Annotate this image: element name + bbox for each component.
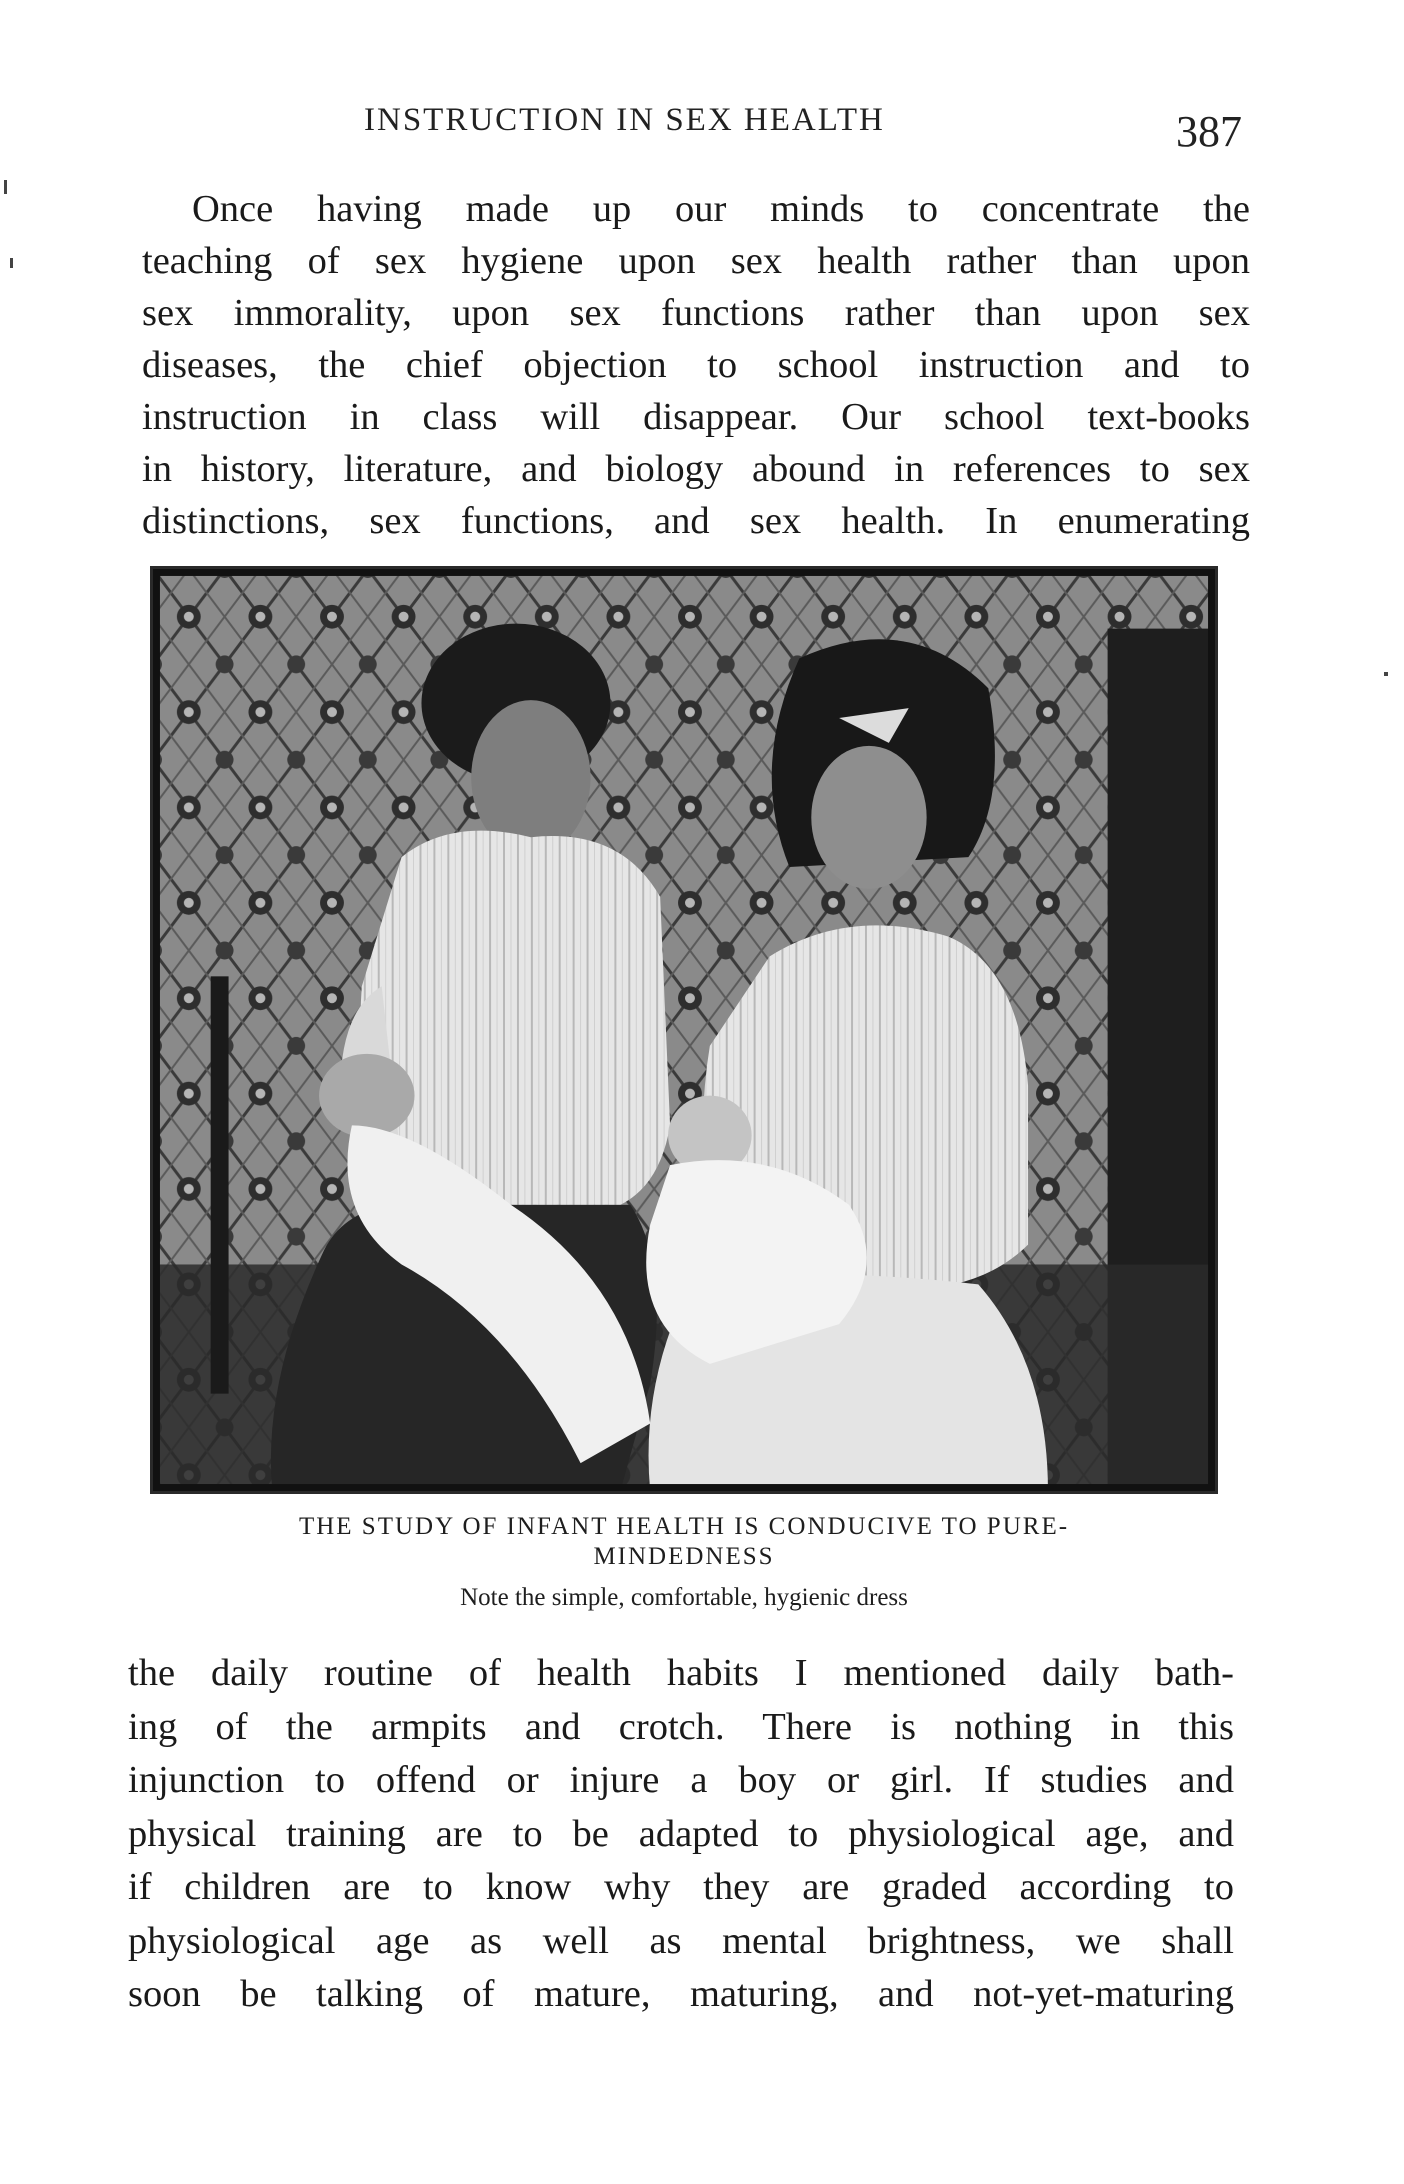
scan-mark xyxy=(1384,672,1388,676)
scan-mark xyxy=(10,258,13,268)
text-line: distinctions, sex functions, and sex health. In enumerating xyxy=(142,500,1250,542)
photograph-illustration xyxy=(153,569,1215,1491)
paragraph-bottom xyxy=(128,1647,1234,2022)
text-line: soon be talking of mature, maturing, and not-yet-maturing xyxy=(128,1973,1234,2015)
text-line: teaching of sex hygiene upon sex health rather than upon xyxy=(142,240,1250,282)
photograph-two-women-with-infants xyxy=(150,566,1218,1494)
text-line: the daily routine of health habits I mentioned daily bath- xyxy=(128,1652,1234,1694)
text-line: ing of the armpits and crotch. There is nothing in this xyxy=(128,1705,1234,1748)
text-line: in history, literature, and biology abound in references to sex xyxy=(142,448,1250,490)
text-line: diseases, the chief objection to school instruction and to xyxy=(142,344,1250,386)
text-line: physical training are to be adapted to physiological age, and xyxy=(128,1812,1234,1855)
text-line: Once having made up our minds to concentrate the xyxy=(192,188,1250,230)
figure-caption xyxy=(150,1512,1218,1572)
scan-mark xyxy=(4,180,7,194)
caption-line-2: MINDEDNESS xyxy=(593,1543,775,1570)
text-line: physiological age as well as mental brightness, we shall xyxy=(128,1919,1234,1962)
caption-line-1: THE STUDY OF INFANT HEALTH IS CONDUCIVE TO PURE- xyxy=(298,1513,1070,1540)
text-line: if children are to know why they are graded according to xyxy=(128,1866,1234,1908)
text-line: injunction to offend or injure a boy or girl. If studies and xyxy=(128,1759,1234,1801)
paragraph-top xyxy=(142,183,1250,547)
running-head: INSTRUCTION IN SEX HEALTH xyxy=(364,102,885,138)
figure-note: Note the simple, comfortable, hygienic dress xyxy=(460,1584,908,1611)
text-line: instruction in class will disappear. Our school text-books xyxy=(142,396,1250,438)
page-number: 387 xyxy=(1176,107,1242,156)
text-line: sex immorality, upon sex functions rather than upon sex xyxy=(142,292,1250,334)
